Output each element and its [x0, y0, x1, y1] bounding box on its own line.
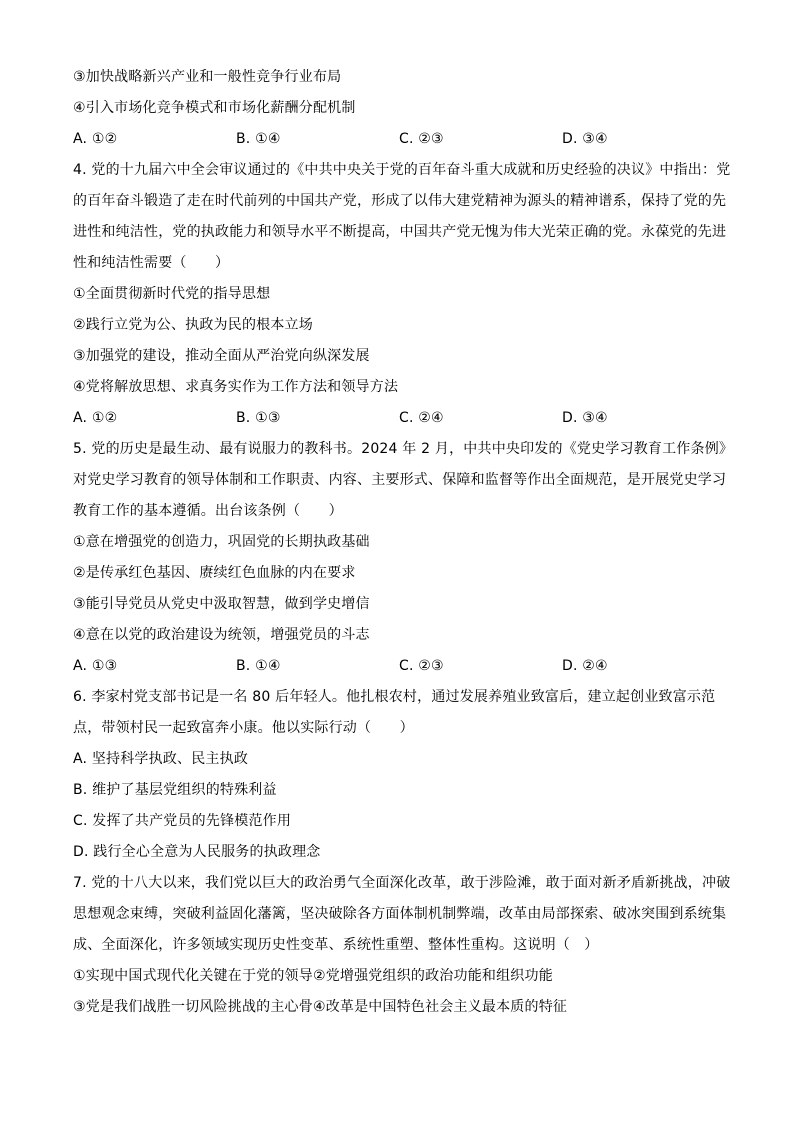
- answer-options: [73, 651, 725, 682]
- option-d: D. ②④: [562, 658, 608, 674]
- statement-item: ④意在以党的政治建设为统领，增强党员的斗志: [73, 627, 370, 643]
- question-6: [73, 682, 725, 868]
- exam-page: [73, 62, 734, 1023]
- option-c: C. ②③: [399, 658, 444, 674]
- question-stem: 对党史学习教育的领导体制和工作职责、内容、主要形式、保障和监督等作出全面规范，是开展党史学习: [73, 472, 727, 488]
- statement-item: ②践行立党为公、执政为民的根本立场: [73, 317, 313, 333]
- statement-item: ③党是我们战胜一切风险挑战的主心骨④改革是中国特色社会主义最本质的特征: [73, 999, 568, 1015]
- question-4: [73, 155, 731, 434]
- answer-options: [73, 124, 725, 155]
- question-7: [73, 868, 731, 1023]
- question-3: [73, 62, 725, 155]
- statement-item: ③能引导党员从党史中汲取智慧，做到学史增信: [73, 596, 370, 612]
- question-5: [73, 434, 734, 682]
- choice-b: B. 维护了基层党组织的特殊利益: [73, 782, 277, 798]
- option-b: B. ①④: [236, 131, 281, 147]
- answer-options: [73, 403, 725, 434]
- option-b: B. ①④: [236, 658, 281, 674]
- question-stem: 成、全面深化，许多领域实现历史性变革、系统性重塑、整体性重构。这说明（ ）: [73, 937, 599, 953]
- question-stem: 教育工作的基本遵循。出台该条例（ ）: [73, 503, 343, 519]
- question-stem: 5. 党的历史是最生动、最有说服力的教科书。2024 年 2 月，中共中央印发的《党史学习教育工作条例》: [73, 441, 734, 457]
- option-c: C. ②④: [399, 410, 444, 426]
- option-a: A. ①②: [73, 410, 118, 426]
- statement-item: ①全面贯彻新时代党的指导思想: [73, 286, 271, 302]
- option-d: D. ③④: [562, 410, 608, 426]
- option-c: C. ②③: [399, 131, 444, 147]
- choice-d: D. 践行全心全意为人民服务的执政理念: [73, 844, 321, 860]
- statement-item: ③加强党的建设，推动全面从严治党向纵深发展: [73, 348, 370, 364]
- statement-item: ①意在增强党的创造力，巩固党的长期执政基础: [73, 534, 370, 550]
- question-stem: 6. 李家村党支部书记是一名 80 后年轻人。他扎根农村，通过发展养殖业致富后，建立起创业致富示范: [73, 689, 716, 705]
- statement-item: ④党将解放思想、求真务实作为工作方法和领导方法: [73, 379, 399, 395]
- question-stem: 思想观念束缚，突破利益固化藩篱，坚决破除各方面体制机制弊端，改革由局部探索、破冰突围到系统集: [73, 906, 727, 922]
- question-stem: 的百年奋斗锻造了走在时代前列的中国共产党，形成了以伟大建党精神为源头的精神谱系，保持了党的先: [73, 193, 727, 209]
- choice-a: A. 坚持科学执政、民主执政: [73, 751, 249, 767]
- option-a: A. ①②: [73, 131, 118, 147]
- option-b: B. ①③: [236, 410, 281, 426]
- statement-item: ④引入市场化竞争模式和市场化薪酬分配机制: [73, 100, 356, 116]
- statement-item: ③加快战略新兴产业和一般性竞争行业布局: [73, 69, 342, 85]
- question-stem: 7. 党的十八大以来，我们党以巨大的政治勇气全面深化改革，敢于涉险滩，敢于面对新矛盾新挑战，冲破: [73, 875, 731, 891]
- question-stem: 点，带领村民一起致富奔小康。他以实际行动（ ）: [73, 720, 414, 736]
- question-stem: 进性和纯洁性，党的执政能力和领导水平不断提高，中国共产党无愧为伟大光荣正确的党。永葆党的先进: [73, 224, 727, 240]
- option-d: D. ③④: [562, 131, 608, 147]
- option-a: A. ①③: [73, 658, 118, 674]
- choice-c: C. 发挥了共产党员的先锋模范作用: [73, 813, 292, 829]
- question-stem: 性和纯洁性需要（ ）: [73, 255, 230, 271]
- statement-item: ②是传承红色基因、赓续红色血脉的内在要求: [73, 565, 356, 581]
- question-stem: 4. 党的十九届六中全会审议通过的《中共中央关于党的百年奋斗重大成就和历史经验的决议》中指出：党: [73, 162, 731, 178]
- statement-item: ①实现中国式现代化关键在于党的领导②党增强党组织的政治功能和组织功能: [73, 968, 553, 984]
